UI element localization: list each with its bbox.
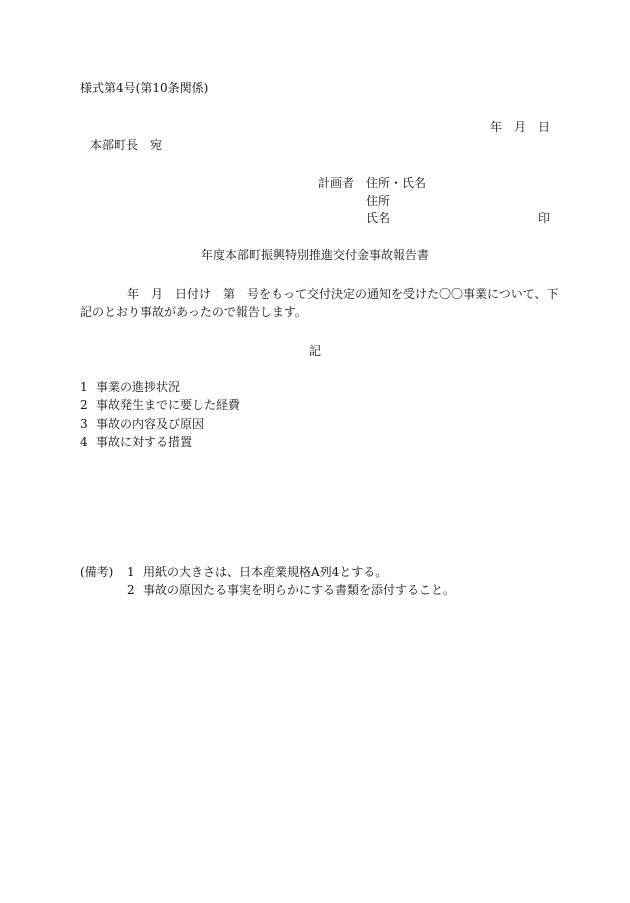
applicant-name: 氏名: [366, 211, 391, 225]
notes-label: (備考): [80, 565, 114, 579]
form-number: 様式第4号(第10条関係): [80, 81, 209, 95]
applicant-address: 住所: [366, 194, 391, 208]
note-text: 用紙の大きさは、日本産業規格A列4とする。: [143, 565, 388, 579]
item-number: 3: [80, 417, 88, 431]
body-line-1: 年 月 日付け 第 号をもって交付決定の通知を受けた〇〇事業について、下: [127, 287, 559, 301]
item-text: 事故に対する措置: [96, 435, 193, 449]
body-line-2: 記のとおり事故があったので報告します。: [80, 305, 307, 319]
item-number: 1: [80, 380, 88, 394]
seal-mark: 印: [538, 211, 551, 225]
item-text: 事業の進捗状況: [96, 380, 181, 394]
note-number: 1: [127, 565, 135, 579]
ki-heading: 記: [308, 344, 321, 358]
document-title: 年度本部町振興特別推進交付金事故報告書: [200, 248, 429, 262]
item-number: 2: [80, 398, 88, 412]
note-number: 2: [127, 583, 135, 597]
applicant-label: 計画者: [318, 176, 355, 190]
item-text: 事故発生までに要した経費: [96, 398, 241, 412]
item-number: 4: [80, 435, 88, 449]
note-text: 事故の原因たる事実を明らかにする書類を添付すること。: [143, 583, 456, 597]
date-line: 年 月 日: [489, 120, 550, 134]
item-text: 事故の内容及び原因: [96, 417, 205, 431]
applicant-address-name: 住所・氏名: [366, 176, 427, 190]
addressee: 本部町長 宛: [90, 138, 163, 152]
